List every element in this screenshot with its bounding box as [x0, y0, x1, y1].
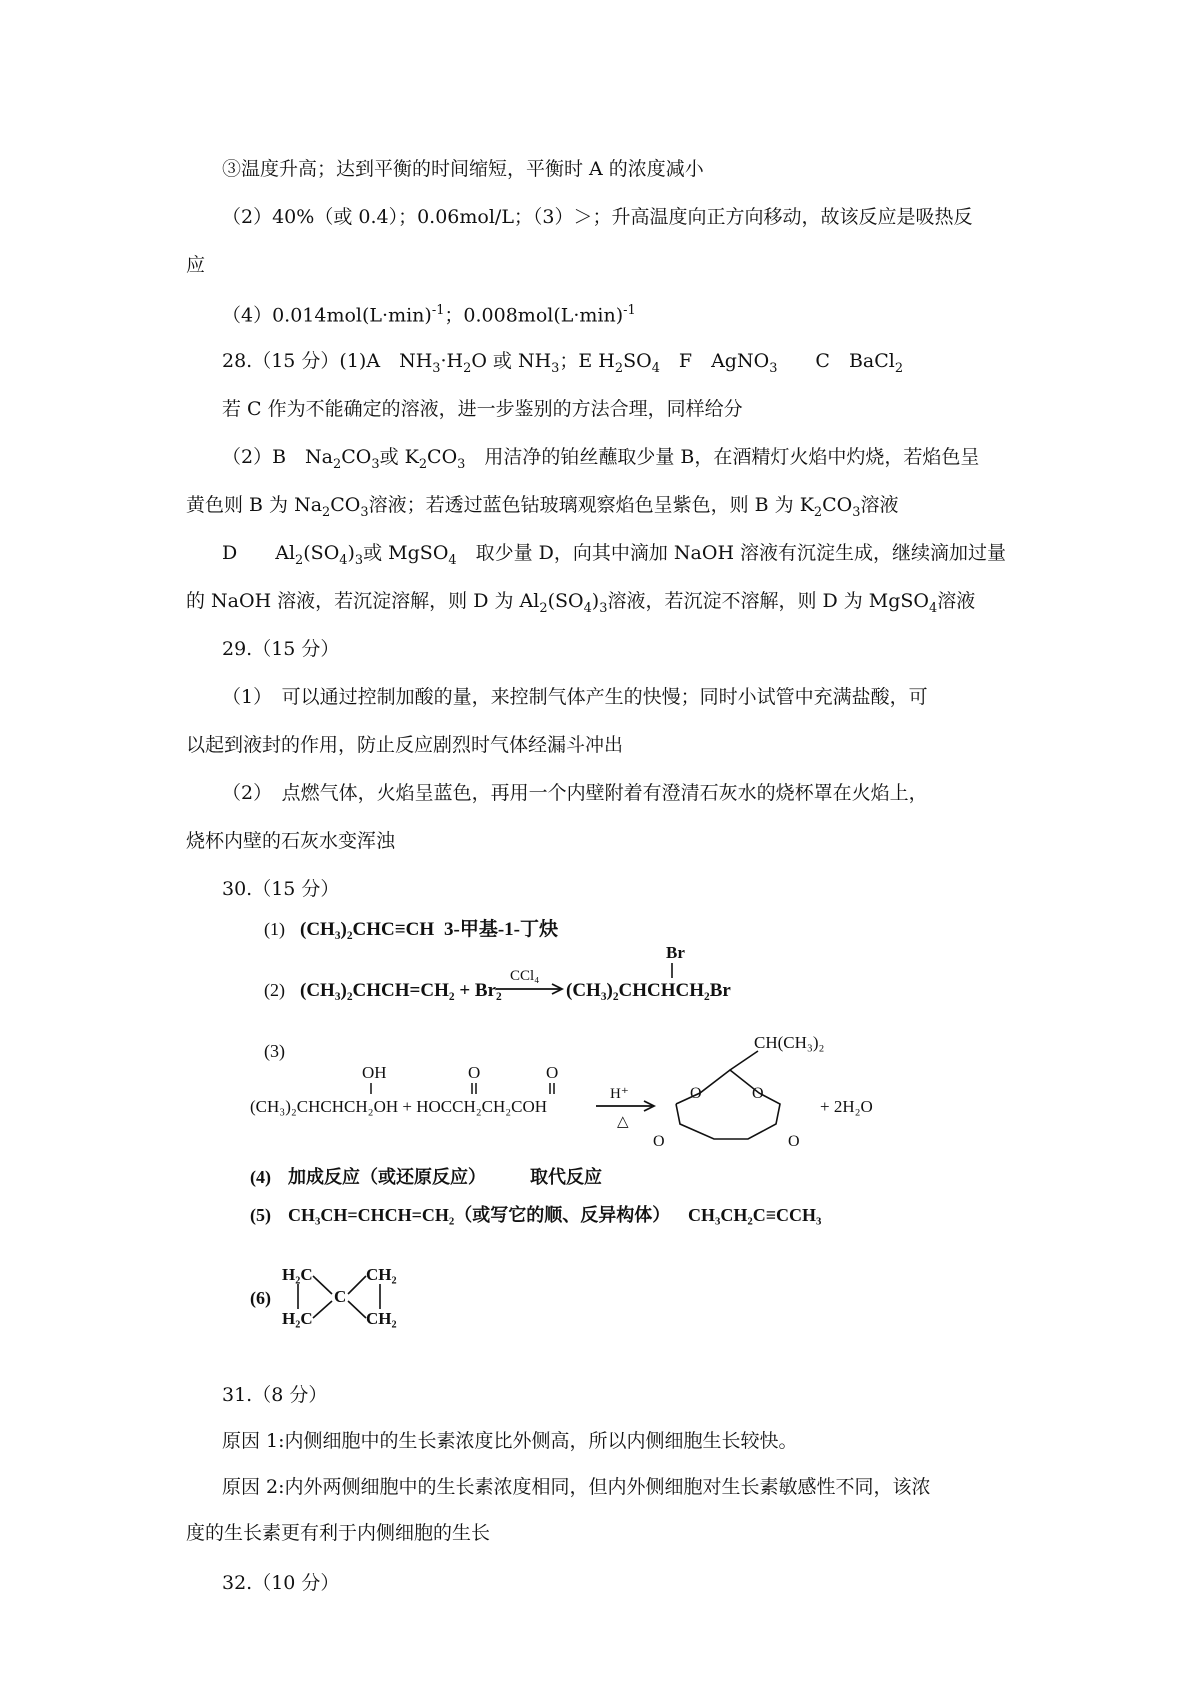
t: CO [341, 446, 372, 468]
t: 或 K [379, 446, 419, 468]
r3-o1: O [468, 1063, 481, 1082]
s: 3 [354, 552, 364, 568]
s: 3 [432, 360, 441, 376]
r1-formula: (CH₃)₂CHC≡CH [300, 919, 435, 940]
t: ) [347, 542, 355, 564]
r4-text1: 加成反应（或还原反应） [288, 1167, 486, 1187]
t: F AgNO [659, 350, 770, 372]
s: 4 [448, 552, 457, 568]
r5-num: (5) [250, 1205, 271, 1225]
t: CO [427, 446, 458, 468]
r3-oh: OH [362, 1063, 387, 1082]
line-6: 若 C 作为不能确定的溶液，进一步鉴别的方法合理，同样给分 [222, 398, 743, 420]
t: 28.（15 分）(1)A NH [222, 350, 433, 372]
r3-water: + 2H₂O [820, 1097, 873, 1116]
s: 4 [583, 600, 592, 616]
r6-ch2-bottom: CH₂ [366, 1309, 397, 1328]
r3-ring-o3: O [653, 1133, 665, 1150]
t: 的 NaOH 溶液，若沉淀溶解，则 D 为 Al [186, 590, 540, 612]
line-1: ③温度升高；达到平衡的时间缩短，平衡时 A 的浓度减小 [222, 158, 704, 180]
s: 3 [457, 456, 466, 472]
r6-bond [348, 1301, 366, 1318]
s: 2 [322, 504, 331, 520]
r6-h2c-bottom: H₂C [282, 1309, 313, 1328]
t: 溶液 [860, 494, 899, 516]
s: 4 [339, 552, 348, 568]
s: 2 [894, 360, 904, 376]
line-20: 度的生长素更有利于内侧细胞的生长 [186, 1522, 491, 1544]
t: ；0.008mol(L·min) [444, 304, 624, 327]
line-11: 29.（15 分） [222, 638, 340, 660]
line-21: 32.（10 分） [222, 1572, 340, 1594]
s: 3 [769, 360, 778, 376]
t: (SO [303, 542, 340, 564]
s: 4 [929, 600, 938, 616]
s: 2 [418, 456, 428, 472]
s: 4 [651, 360, 660, 376]
chemistry-answer-figure [228, 890, 950, 1330]
s: 3 [852, 504, 861, 520]
r4-num: (4) [250, 1167, 271, 1187]
r2-condition: CCl₄ [510, 968, 540, 984]
r5-text2: CH₃CH₂C≡CCH₃ [688, 1205, 822, 1225]
t: 黄色则 B 为 Na [186, 494, 323, 516]
s: 2 [539, 600, 548, 616]
t: （2）B Na [222, 446, 334, 468]
line-12: （1） 可以通过控制加酸的量，来控制气体产生的快慢；同时小试管中充满盐酸，可 [222, 686, 928, 708]
line-19: 原因 2:内外两侧细胞中的生长素浓度相同，但内外侧细胞对生长素敏感性不同，该浓 [222, 1476, 931, 1498]
t: 溶液，若沉淀不溶解，则 D 为 MgSO [607, 590, 930, 612]
line-15: 烧杯内壁的石灰水变浑浊 [186, 830, 396, 852]
line-18: 原因 1:内侧细胞中的生长素浓度比外侧高，所以内侧细胞生长较快。 [222, 1430, 798, 1452]
r3-o2: O [546, 1063, 559, 1082]
s: 2 [295, 552, 304, 568]
s: 3 [360, 504, 369, 520]
t: (SO [547, 590, 584, 612]
r3-sub-bond [730, 1051, 758, 1070]
line-2: （2）40%（或 0.4）；0.06mol/L；（3）＞；升高温度向正方向移动，故该反应是吸热反 [222, 206, 973, 228]
line-16: 30.（15 分） [222, 878, 340, 900]
r1-num: (1) [264, 919, 285, 939]
r1-name: 3-甲基-1-丁炔 [444, 919, 558, 940]
line-9 [222, 544, 1006, 568]
r3-num: (3) [264, 1041, 285, 1061]
r2-right: (CH₃)₂CHCHCH₂Br [566, 980, 731, 1001]
r3-substituent: CH(CH₃)₂ [754, 1033, 825, 1052]
line-7 [222, 448, 979, 472]
r3-ring-o4: O [788, 1133, 800, 1150]
line-5 [222, 352, 903, 376]
s: 3 [599, 600, 608, 616]
s: 2 [614, 360, 624, 376]
t: CO [330, 494, 361, 516]
r4-text2: 取代反应 [530, 1167, 602, 1187]
r5-text1: CH₃CH=CHCH=CH₂（或写它的顺、反异构体） [288, 1205, 671, 1225]
s: 3 [371, 456, 380, 472]
s: 2 [463, 360, 472, 376]
line-14: （2） 点燃气体，火焰呈蓝色，再用一个内壁附着有澄清石灰水的烧杯罩在火焰上， [222, 782, 928, 804]
r3-ring-o1: O [690, 1085, 702, 1102]
t: 用洁净的铂丝蘸取少量 B，在酒精灯火焰中灼烧，若焰色呈 [465, 446, 980, 468]
t: ；E H [559, 350, 615, 372]
t: C BaCl [777, 350, 895, 372]
t: 溶液 [937, 590, 976, 612]
t: CO [822, 494, 853, 516]
t: 或 MgSO [363, 542, 449, 564]
t: D Al [222, 542, 296, 564]
s: -1 [431, 303, 445, 318]
line-10 [186, 592, 975, 616]
t: 取少量 D，向其中滴加 NaOH 溶液有沉淀生成，继续滴加过量 [456, 542, 1007, 564]
r2-br-label: Br [666, 943, 685, 962]
s: 2 [333, 456, 342, 472]
s: -1 [623, 303, 636, 318]
t: ·H [440, 350, 464, 372]
r2-num: (2) [264, 980, 285, 1000]
r6-ch2-top: CH₂ [366, 1265, 397, 1284]
line-17: 31.（8 分） [222, 1384, 328, 1406]
r3-ring-bonds [676, 1070, 780, 1139]
r6-bond [313, 1276, 332, 1294]
t: （4）0.014mol(L·min) [222, 304, 432, 327]
t: SO [623, 350, 652, 372]
r3-cond-bot: △ [617, 1114, 629, 1130]
r3-left: (CH₃)₂CHCHCH₂OH + HOCCH₂CH₂COH [250, 1097, 548, 1116]
t: O 或 NH [471, 350, 552, 372]
s: 2 [813, 504, 823, 520]
line-3: 应 [186, 254, 206, 276]
r2-left: (CH₃)₂CHCH=CH₂ + Br₂ [300, 980, 502, 1001]
r3-cond-top: H⁺ [610, 1086, 629, 1102]
line-4 [222, 305, 636, 325]
s: 3 [551, 360, 560, 376]
t: ) [591, 590, 600, 612]
r6-h2c-top: H₂C [282, 1265, 313, 1284]
r6-bond [348, 1276, 366, 1294]
r6-bond [313, 1301, 332, 1318]
r3-ring-o2: O [752, 1085, 764, 1102]
line-13: 以起到液封的作用，防止反应剧烈时气体经漏斗冲出 [186, 734, 624, 756]
line-8 [186, 496, 898, 520]
t: 溶液；若透过蓝色钴玻璃观察焰色呈紫色，则 B 为 K [368, 494, 814, 516]
r6-num: (6) [250, 1288, 271, 1308]
r6-center-c: C [334, 1287, 347, 1306]
